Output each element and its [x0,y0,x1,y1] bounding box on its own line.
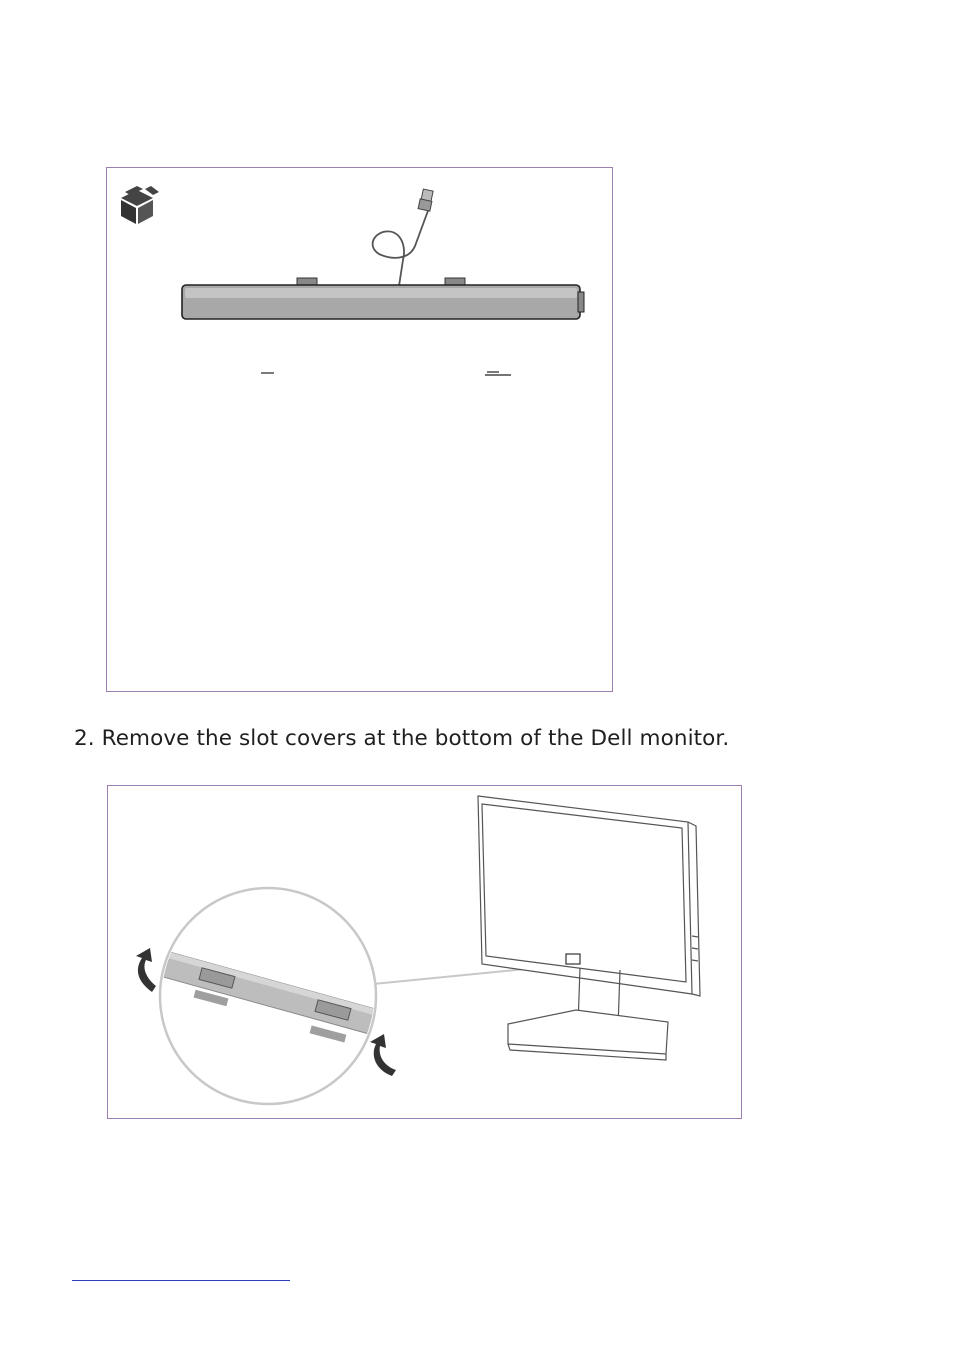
monitor-illustration [478,796,700,1060]
soundbar-figure-frame [106,167,613,692]
monitor-figure-frame [107,785,742,1119]
step-2-instruction [74,726,729,751]
curved-arrow-icon [370,1034,396,1076]
curved-arrow-icon [136,948,156,992]
step-text: Remove the slot covers at the bottom of the Dell monitor. [101,726,730,751]
soundbar-cable [373,208,429,286]
package-box-icon [121,186,159,224]
monitor-slot-illustration [108,786,743,1120]
magnified-detail [138,888,408,1104]
soundbar-illustration [107,168,614,693]
step-number: 2. [74,726,95,751]
footer-link-underline[interactable] [72,1266,290,1281]
